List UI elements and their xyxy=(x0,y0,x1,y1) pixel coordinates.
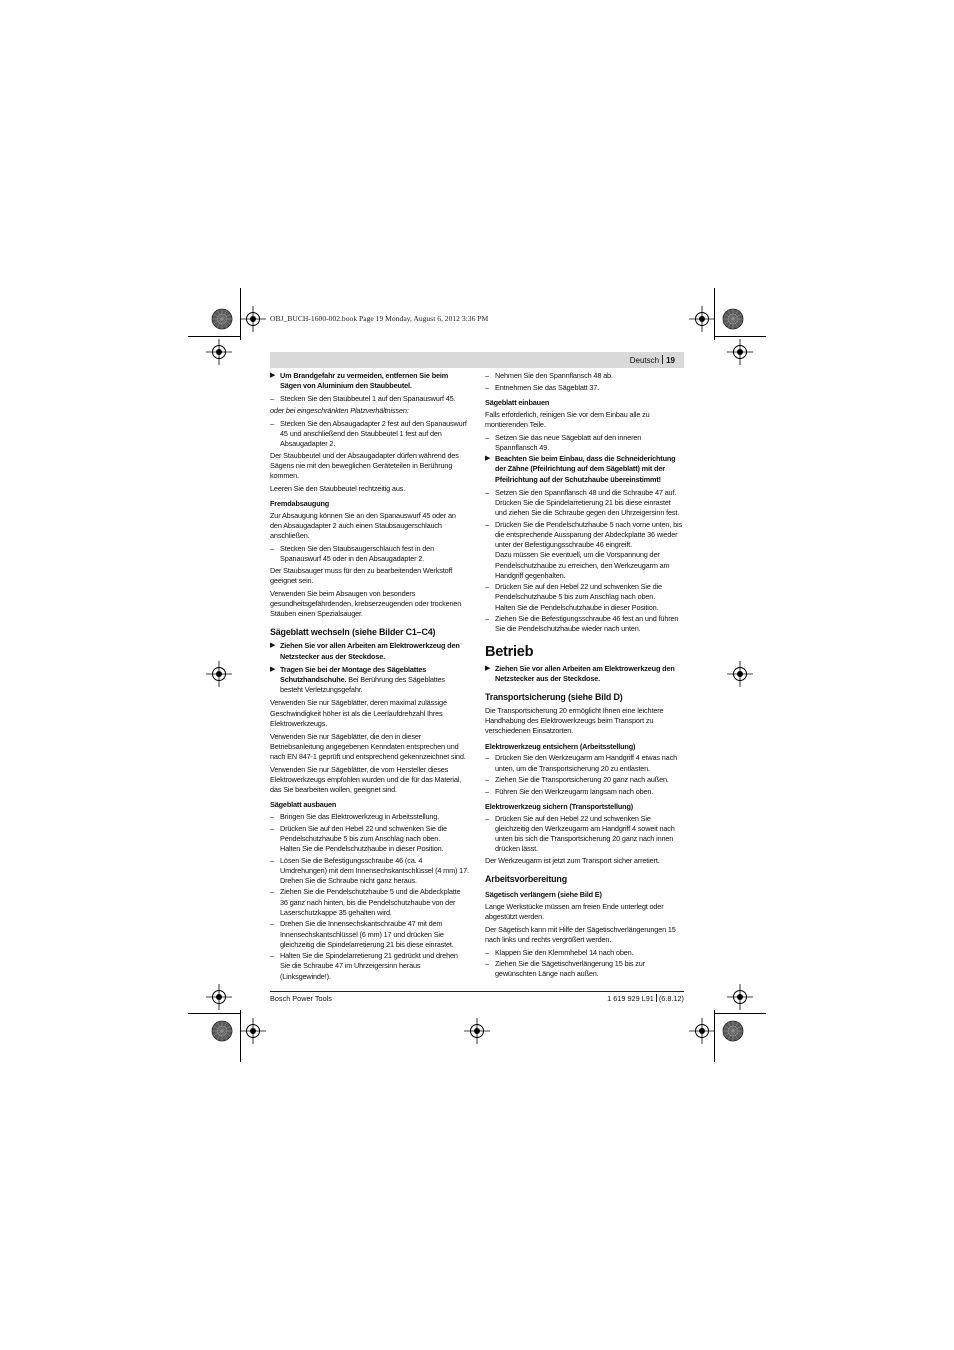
subheading-fremdabsaugung: Fremdabsaugung xyxy=(270,499,330,509)
list-item: – Ziehen Sie die Transportsicherung 20 ganz nach außen. xyxy=(485,775,669,785)
dash-marker: – xyxy=(270,919,274,929)
dash-marker: – xyxy=(485,519,489,529)
paragraph: Der Werkzeugarm ist jetzt zum Transport sicher arretiert. xyxy=(485,855,660,865)
heading-betrieb: Betrieb xyxy=(485,643,534,660)
dash-marker: – xyxy=(270,394,274,404)
paragraph: Der Sägetisch kann mit Hilfe der Sägetischverlängerungen 15 nach links und rechts vergrößert werden. xyxy=(485,924,676,944)
registration-mark-icon xyxy=(727,984,753,1010)
list-item: – Stecken Sie den Staubsaugerschlauch fest in den Spanauswurf 45 oder in den Absaugadapter 2. xyxy=(270,544,434,564)
list-item: – Klappen Sie den Klemmhebel 14 nach oben. xyxy=(485,947,634,957)
dash-marker: – xyxy=(270,951,274,961)
list-item: – Drehen Sie die Innensechskantschraube 47 mit dem Innensechskantschlüssel (6 mm) 17 und drücken Sie gleichzeitig die Spindelarretierung 21 bis diese einrastet. xyxy=(270,919,454,949)
list-item: – Bringen Sie das Elektrowerkzeug in Arbeitsstellung. xyxy=(270,812,440,822)
dash-marker: – xyxy=(270,544,274,554)
paragraph: Zur Absaugung können Sie an den Spanauswurf 45 oder an den Absaugadapter 2 auch einen Staubsaugerschlauch anschließen. xyxy=(270,510,456,541)
list-item: – Setzen Sie das neue Sägeblatt auf den inneren Spannflansch 49. xyxy=(485,432,642,452)
heading-saegeblatt-wechseln: Sägeblatt wechseln (siehe Bilder C1–C4) xyxy=(270,627,436,638)
right-column xyxy=(485,371,684,981)
color-target-icon xyxy=(722,1020,744,1042)
heading-arbeitsvorbereitung: Arbeitsvorbereitung xyxy=(485,873,567,884)
list-item: – Drücken Sie auf den Hebel 22 und schwenken Sie gleichzeitig den Werkzeugarm am Handgriff 4 soweit nach unten bis sich die Transportsicherung 20 ganz nach innen drücken lässt. xyxy=(485,813,675,854)
bullet-arrow-icon: ▶ xyxy=(270,665,276,673)
bullet-arrow-icon: ▶ xyxy=(270,372,276,379)
list-item: – Ziehen Sie die Sägetischverlängerung 15 bis zur gewünschten Länge nach außen. xyxy=(485,959,645,979)
dash-marker: – xyxy=(485,487,489,497)
paragraph: Der Staubsauger muss für den zu bearbeitenden Werkstoff geeignet sein. xyxy=(270,565,453,585)
page-header-bar xyxy=(270,352,684,368)
dash-marker: – xyxy=(485,786,489,796)
list-item: – Halten Sie die Spindelarretierung 21 gedrückt und drehen Sie die Schraube 47 im Uhrzeigersinn heraus (Linksgewinde!). xyxy=(270,951,458,981)
footer-separator xyxy=(656,994,657,1002)
dash-marker: – xyxy=(485,432,489,442)
dash-marker: – xyxy=(270,418,274,428)
crop-line xyxy=(714,1013,766,1014)
list-item: – Setzen Sie den Spannflansch 48 und die Schraube 47 auf. Drücken Sie die Spindelarretierung 21 bis diese einrastet und ziehen Sie die Schraube gegen den Uhrzeigersinn fest. xyxy=(485,487,680,518)
list-item: – Lösen Sie die Befestigungsschraube 46 (ca. 4 Umdrehungen) mit dem Innensechskantschlüssel (4 mm) 17. Drehen Sie die Schraube nicht ganz heraus. xyxy=(270,855,469,885)
bullet-arrow-icon: ▶ xyxy=(270,642,276,650)
registration-mark-icon xyxy=(727,339,753,365)
subheading-saegetisch-verlaengern: Sägetisch verlängern (siehe Bild E) xyxy=(485,889,602,899)
registration-mark-icon xyxy=(240,1018,266,1044)
footer-rule xyxy=(270,991,684,992)
italic-note: oder bei eingeschränkten Platzverhältnissen: xyxy=(270,405,409,415)
list-item: – Stecken Sie den Absaugadapter 2 fest auf den Spanauswurf 45 und anschließend den Staubbeutel 1 fest auf den Absaugadapter 2. xyxy=(270,418,467,449)
dash-marker: – xyxy=(485,813,489,823)
subheading-sichern: Elektrowerkzeug sichern (Transportstellung) xyxy=(485,801,634,811)
color-target-icon xyxy=(211,308,233,330)
dash-marker: – xyxy=(485,382,489,392)
paragraph: Verwenden Sie beim Absaugen von besonders gesundheitsgefährdenden, krebserzeugenden oder trockenen Stäuben einen Spezialsauger. xyxy=(270,588,462,619)
list-item: – Drücken Sie den Werkzeugarm am Handgriff 4 etwas nach unten, um die Transportsicherung 20 zu entlasten. xyxy=(485,753,677,773)
crop-line xyxy=(188,1013,240,1014)
dash-marker: – xyxy=(485,371,489,380)
footer-brand: Bosch Power Tools xyxy=(270,994,332,1003)
paragraph: Verwenden Sie nur Sägeblätter, deren maximal zulässige Geschwindigkeit höher ist als die Leerlaufdrehzahl Ihres Elektrowerkzeugs. xyxy=(270,698,447,728)
dash-marker: – xyxy=(270,823,274,833)
warning-item: ▶ Tragen Sie bei der Montage des Sägeblattes Schutzhandschuhe. Bei Berührung des Sägeblattes besteht Verletzungsgefahr. xyxy=(270,664,445,695)
header-language: Deutsch xyxy=(629,356,660,365)
subheading-saegeblatt-ausbauen: Sägeblatt ausbauen xyxy=(270,800,337,810)
list-item: – Ziehen Sie die Pendelschutzhaube 5 und die Abdeckplatte 36 ganz nach hinten, bis die Pendelschutzhaube von der Laserschutzkappe 35 gehalten wird. xyxy=(270,887,461,917)
dash-marker: – xyxy=(485,753,489,763)
list-item: – Entnehmen Sie das Sägeblatt 37. xyxy=(485,382,600,392)
color-target-icon xyxy=(722,308,744,330)
paragraph: Falls erforderlich, reinigen Sie vor dem Einbau alle zu montierenden Teile. xyxy=(485,409,650,429)
list-item: – Führen Sie den Werkzeugarm langsam nach oben. xyxy=(485,786,654,796)
paragraph: Die Transportsicherung 20 ermöglicht Ihnen eine leichtere Handhabung des Elektrowerkzeugs beim Transport zu verschiedenen Einsatzorten. xyxy=(485,705,664,736)
registration-mark-icon xyxy=(206,661,232,687)
list-item: – Drücken Sie auf den Hebel 22 und schwenken Sie die Pendelschutzhaube 5 bis zum Anschlag nach oben. Halten Sie die Pendelschutzhaube in dieser Position. xyxy=(485,582,662,612)
list-item: – Drücken Sie auf den Hebel 22 und schwenken Sie die Pendelschutzhaube 5 bis zum Anschlag nach oben. Halten Sie die Pendelschutzhaube in dieser Position. xyxy=(270,823,447,854)
color-target-icon xyxy=(211,1020,233,1042)
dash-marker: – xyxy=(485,959,489,969)
list-item: – Drücken Sie die Pendelschutzhaube 5 nach vorne unten, bis die entsprechende Aussparung der Abdeckplatte 36 wieder unter der Befestigungsschraube 46 eingreift. Dazu müssen Sie eventuell, um die Vorspannung der Pendelschutzhaube zu erreichen, den Werkzeugarm am Handgriff gegenhalten. xyxy=(485,519,682,580)
subheading-entsichern: Elektrowerkzeug entsichern (Arbeitsstellung) xyxy=(485,741,636,751)
paragraph: Verwenden Sie nur Sägeblätter, die den in dieser Betriebsanleitung angegebenen Kenndaten entsprechen und nach EN 847-1 geprüft und entsprechend gekennzeichnet sind. xyxy=(270,731,466,761)
warning-item: ▶ Ziehen Sie vor allen Arbeiten am Elektrowerkzeug den Netzstecker aus der Steckdose. xyxy=(270,641,460,661)
registration-mark-icon xyxy=(464,1018,490,1044)
page-header-text xyxy=(630,355,675,365)
registration-mark-icon xyxy=(727,661,753,687)
list-item: – Nehmen Sie den Spannflansch 48 ab. xyxy=(485,371,613,380)
registration-mark-icon xyxy=(206,339,232,365)
left-column xyxy=(270,371,469,983)
dash-marker: – xyxy=(485,614,489,624)
paragraph: Lange Werkstücke müssen am freien Ende unterlegt oder abgestützt werden. xyxy=(485,901,664,921)
header-separator xyxy=(662,355,663,364)
bullet-arrow-icon: ▶ xyxy=(485,664,491,672)
list-item: – Ziehen Sie die Befestigungsschraube 46 fest an und führen Sie die Pendelschutzhaube wieder nach unten. xyxy=(485,614,679,634)
dash-marker: – xyxy=(485,775,489,785)
print-metadata-line: OBJ_BUCH-1600-002.book Page 19 Monday, August 6, 2012 3:36 PM xyxy=(270,314,489,323)
warning-item: ▶ Um Brandgefahr zu vermeiden, entfernen Sie beim Sägen von Aluminium den Staubbeutel. xyxy=(270,371,449,391)
dash-marker: – xyxy=(270,812,274,822)
dash-marker: – xyxy=(485,947,489,957)
list-item: – Stecken Sie den Staubbeutel 1 auf den Spanauswurf 45. xyxy=(270,394,456,404)
dash-marker: – xyxy=(270,855,274,865)
paragraph: Der Staubbeutel und der Absaugadapter dürfen während des Sägens nie mit den beweglichen Geräteteilen in Berührung kommen. xyxy=(270,450,459,481)
page-number: 19 xyxy=(666,356,675,365)
registration-mark-icon xyxy=(689,306,715,332)
crop-line xyxy=(714,336,766,337)
subheading-saegeblatt-einbauen: Sägeblatt einbauen xyxy=(485,397,550,407)
warning-item: ▶ Ziehen Sie vor allen Arbeiten am Elektrowerkzeug den Netzstecker aus der Steckdose. xyxy=(485,663,675,683)
registration-mark-icon xyxy=(240,306,266,332)
paragraph: Verwenden Sie nur Sägeblätter, die vom Hersteller dieses Elektrowerkzeugs empfohlen wurden und die für das Material, das Sie bearbeiten wollen, geeignet sind. xyxy=(270,764,462,795)
footer-doc-code: 1 619 929 L91 (6.8.12) xyxy=(607,994,684,1003)
registration-mark-icon xyxy=(206,984,232,1010)
bullet-arrow-icon: ▶ xyxy=(485,455,491,463)
crop-line xyxy=(188,336,240,337)
heading-transportsicherung: Transportsicherung (siehe Bild D) xyxy=(485,691,623,702)
registration-mark-icon xyxy=(689,1018,715,1044)
paragraph: Leeren Sie den Staubbeutel rechtzeitig aus. xyxy=(270,483,406,493)
dash-marker: – xyxy=(485,582,489,592)
dash-marker: – xyxy=(270,887,274,897)
warning-item: ▶ Beachten Sie beim Einbau, dass die Schneiderichtung der Zähne (Pfeilrichtung auf dem Sägeblatt) mit der Pfeilrichtung auf der Schutzhaube übereinstimmt! xyxy=(485,454,676,484)
